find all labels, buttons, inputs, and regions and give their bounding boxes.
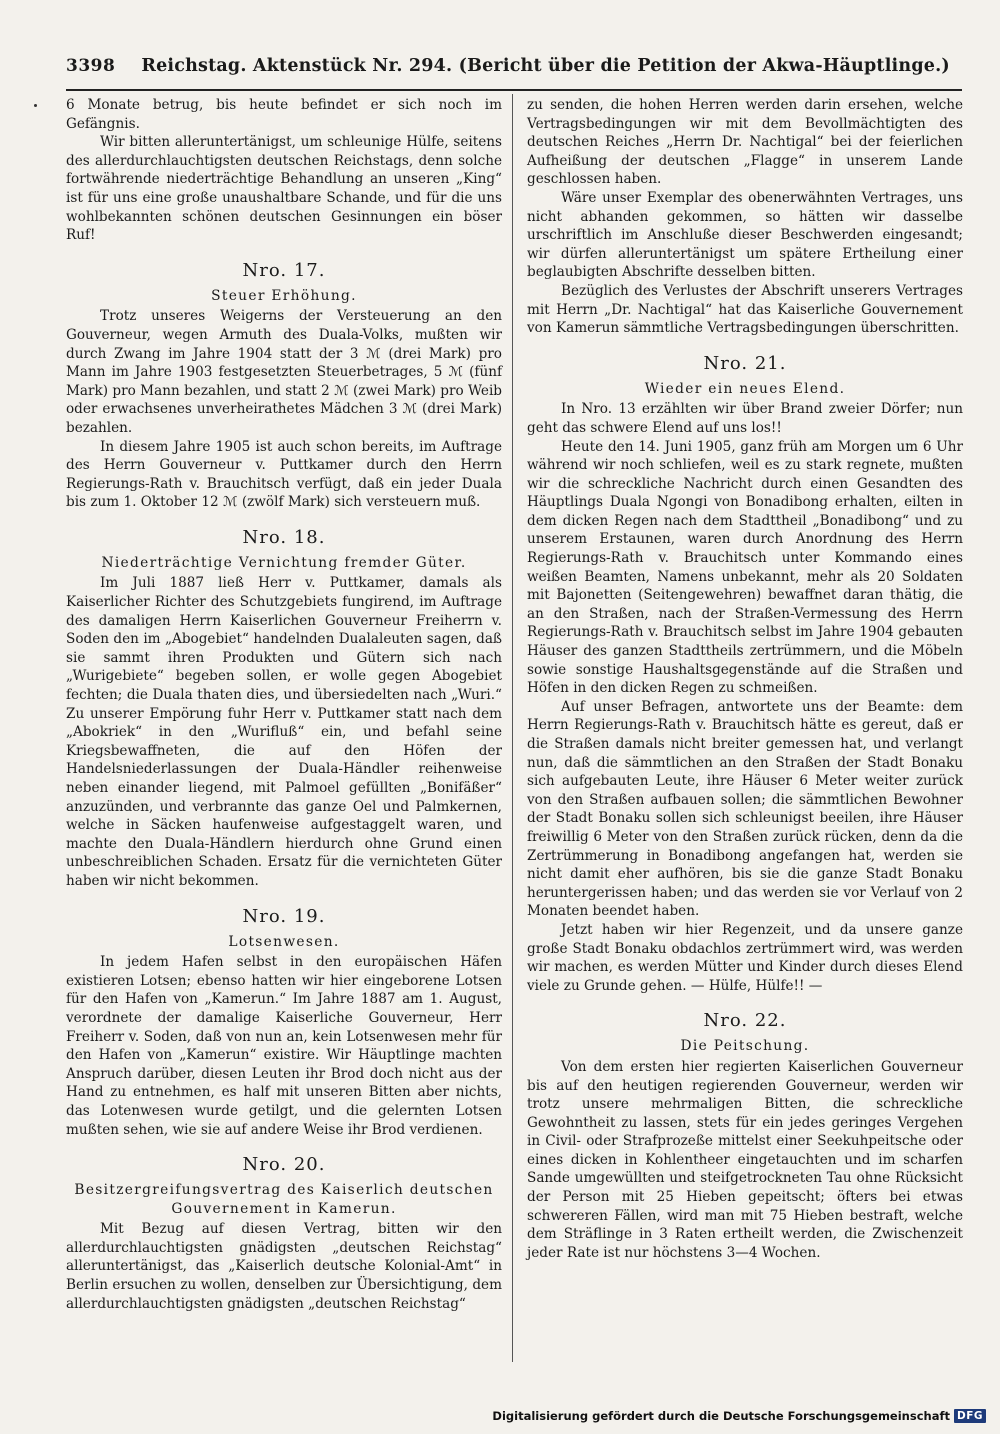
digitization-credit <box>492 1406 986 1426</box>
section-title: Steuer Erhöhung. <box>211 287 357 304</box>
section-title: Niederträchtige Vernichtung fremder Güter. <box>101 554 467 571</box>
margin-mark <box>34 104 37 107</box>
paragraph: In Nro. 13 erzählten wir über Brand zweier Dörfer; nun geht das schwere Elend auf uns los!! <box>527 401 963 436</box>
paragraph: In jedem Hafen selbst in den europäischen Häfen existieren Lotsen; ebenso hatten wir hier eingeborene Lotsen für den Hafen von „Kamerun.“ Im Jahre 1887 am 1. August, verordnete der damalige Kaiserliche Gouverneur, Herr Freiherr v. Soden, daß von nun an, kein Lotsenwesen mehr für den Hafen von „Kamerun“ existire. Wir Häuptlinge machten Anspruch darüber, diesen Leuten ihr Brod doch nicht aus der Hand zu entnehmen, es half mit unseren Bitten aber nichts, das Lotenwesen wurde getilgt, und die gelernten Lotsen mußten sehen, wie sie auf andere Weise ihr Brod verdienen. <box>66 954 502 1138</box>
section-title: Lotsenwesen. <box>228 933 340 950</box>
left-column <box>66 96 502 1313</box>
section-number: Nro. 19. <box>242 905 326 927</box>
running-title: Reichstag. Aktenstück Nr. 294. (Bericht über die Petition der Akwa-Häuptlinge.) <box>141 56 950 76</box>
paragraph: Von dem ersten hier regierten Kaiserlichen Gouverneur bis auf den heutigen regierenden Gouverneur, werden wir trotz unsere mehrmaligen Bitten, die schreckliche Gewohntheit zu lassen, stets für ein jedes geringes Vergehen in Civil- oder Strafprozeße mittelst einer Seekuhpeitsche oder eines dicken in Kohlentheer eingetauchten und im scharfen Sande umgewüllten und steifgetrockneten Tau ohne Rücksicht der Person mit 25 Hieben gepeitscht; öfters bei etwas schwereren Fällen, wird man mit 75 Hieben bestraft, welche dem Sträflinge in 3 Raten ertheilt werden, die Zwischenzeit jeder Rate ist nur höchstens 3—4 Wochen. <box>527 1058 963 1261</box>
paragraph: Wir bitten alleruntertänigst, um schleunige Hülfe, seitens des allerdurchlauchtigsten deutschen Reichstags, denn solche fortwährende niederträchtige Behandlung an unseren „King“ ist für uns eine große unaushaltbare Schande, und für die uns wohlbekannten schönen deutschen Gesinnungen ein böser Ruf! <box>66 134 502 244</box>
paragraph: Wäre unser Exemplar des obenerwähnten Vertrages, uns nicht abhanden gekommen, so hätten wir dasselbe urschriftlich im Anschluße dieser Beschwerden eingesandt; wir dürfen alleruntertänigst um spätere Ertheilung einer beglaubigten Abschrifte desselben bitten. <box>527 189 963 281</box>
section-number: Nro. 20. <box>242 1154 326 1176</box>
column-divider <box>512 94 513 1362</box>
page-number: 3398 <box>66 56 116 76</box>
paragraph: In diesem Jahre 1905 ist auch schon bereits, im Auftrage des Herrn Gouverneur v. Puttkamer durch den Herrn Regierungs-Rath v. Brauchitsch verfügt, daß ein jeder Duala bis zum 1. Oktober 12 ℳ (zwölf Mark) sich versteuern muß. <box>66 438 502 511</box>
paragraph: Auf unser Befragen, antwortete uns der Beamte: dem Herrn Regierungs-Rath v. Brauchitsch hätte es gereut, daß er die Straßen damals nicht breiter gemessen hat, und verlangt nun, daß die sämmtlichen an den Straßen der Stadt Bonaku sich aufgebauten Leute, ihre Häuser 6 Meter weiter zurück von den Straßen aufbauen sollen; die sämmtlichen Bewohner der Stadt Bonaku sollen sich schleunigst beeilen, ihre Häuser freiwillig 6 Meter von den Straßen zurück rücken, denn da die Zertrümmerung in Bonadibong angefangen hat, werden sie nicht damit eher aufhören, bis sie die ganze Stadt Bonaku heruntergerissen haben; und das werden sie vor Verlauf von 2 Monaten beendet haben. <box>527 698 963 920</box>
paragraph: Trotz unseres Weigerns der Versteuerung an den Gouverneur, wegen Armuth des Duala-Volks, mußten wir durch Zwang im Jahre 1904 statt der 3 ℳ (drei Mark) pro Mann im Jahre 1903 festgesetzten Steuerbetrages, 5 ℳ (fünf Mark) pro Mann bezahlen, und statt 2 ℳ (zwei Mark) pro Weib oder erwachsenes unverheirathetes Mädchen 3 ℳ (drei Mark) bezahlen. <box>66 308 502 436</box>
paragraph: Heute den 14. Juni 1905, ganz früh am Morgen um 6 Uhr während wir noch schliefen, weil es zu stark regnete, mußten wir die schreckliche Nachricht durch einen Gesandten des Häuptlings Duala Ngongi von Bonadibong erhalten, eilten in dem dicken Regen nach dem Stadttheil „Bonadibong“ und zu unserem Erstaunen, waren durch Anordnung des Herrn Regierungs-Rath v. Brauchitsch unter Kommando eines weißen Beamten, Namens unbekannt, mehr als 20 Soldaten mit Bajonetten (Seitengewehren) bewaffnet daran thätig, die an den Straßen, nach der Straßen-Vermessung des Herrn Regierungs-Rath v. Brauchitsch selbst im Jahre 1904 gebauten Häuser des ganzen Stadttheils zertrümmern, und die Möbeln sowie sonstige Haushaltsgegenstände auf die Straßen und Höfen in den dicken Regen zu schmeißen. <box>527 438 963 697</box>
right-column <box>527 96 963 1262</box>
paragraph: Im Juli 1887 ließ Herr v. Puttkamer, damals als Kaiserlicher Richter des Schutzgebiets fungirend, im Auftrage des damaligen Herrn Kaiserlichen Gouverneur Freiherrn v. Soden den im „Abogebiet“ handelnden Dualaleuten sagen, daß sie sammt ihren Produkten und Gütern sich nach „Wurigebiete“ begeben sollen, er wolle gegen Abogebiet fechten; die Duala thaten dies, und übersiedelten nach „Wuri.“ Zu unserer Empörung fuhr Herr v. Puttkamer statt nach dem „Abokriek“ in den „Wurifluß“ ein, und befahl seine Kriegsbewaffneten, die auf den Höfen der Handelsniederlassungen der Duala-Händler reihenweise neben einander liegend, mit Palmoel gefüllten „Bonifäßer“ anzuzünden, und verbrannte das ganze Oel und Palmkernen, welche in Säcken haufenweise aufgestaggelt waren, und machte den Duala-Händlern hierdurch ohne Grund einen unbeschreiblichen Schaden. Ersatz für die vernichteten Güter haben wir nicht bekommen. <box>66 575 502 889</box>
section-number: Nro. 18. <box>242 526 326 548</box>
section-number: Nro. 21. <box>703 352 787 374</box>
section-number: Nro. 17. <box>242 259 326 281</box>
credit-text: Digitalisierung gefördert durch die Deutsche Forschungsgemeinschaft <box>492 1409 950 1423</box>
paragraph: Jetzt haben wir hier Regenzeit, und da unsere ganze große Stadt Bonaku obdachlos zertrümmert wird, was werden wir machen, es werden Mütter und Kinder durch dieses Elend viele zu Grunde gehen. — Hülfe, Hülfe!! — <box>527 921 963 994</box>
paragraph: Bezüglich des Verlustes der Abschrift unserers Vertrages mit Herrn „Dr. Nachtigal“ hat das Kaiserliche Gouvernement von Kamerun sämmtliche Vertragsbedingungen überschritten. <box>527 282 963 337</box>
paragraph: zu senden, die hohen Herren werden darin ersehen, welche Vertragsbedingungen wir mit dem Bevollmächtigten des deutschen Reiches „Herrn Dr. Nachtigal“ bei der feierlichen Aufheißung der deutschen „Flagge“ in unserem Lande geschlossen haben. <box>527 97 963 188</box>
section-title: Die Peitschung. <box>680 1038 810 1055</box>
section-number: Nro. 22. <box>703 1010 787 1032</box>
paragraph: 6 Monate betrug, bis heute befindet er sich noch im Gefängnis. <box>66 97 502 132</box>
header-rule <box>66 89 962 91</box>
section-title: Besitzergreifungsvertrag des Kaiserlich deutschen Gouvernement in Kamerun. <box>74 1182 494 1217</box>
section-title: Wieder ein neues Elend. <box>644 380 846 397</box>
running-header <box>66 56 956 84</box>
paragraph: Mit Bezug auf diesen Vertrag, bitten wir den allerdurchlauchtigsten gnädigsten „deutschen Reichstag“ alleruntertänigst, das „Kaiserlich deutsche Kolonial-Amt“ in Berlin ersuchen zu wollen, denselben zur Übersichtigung, dem allerdurchlauchtigsten gnädigsten „deutschen Reichstag“ <box>66 1221 502 1312</box>
dfg-logo: DFG <box>954 1409 986 1423</box>
